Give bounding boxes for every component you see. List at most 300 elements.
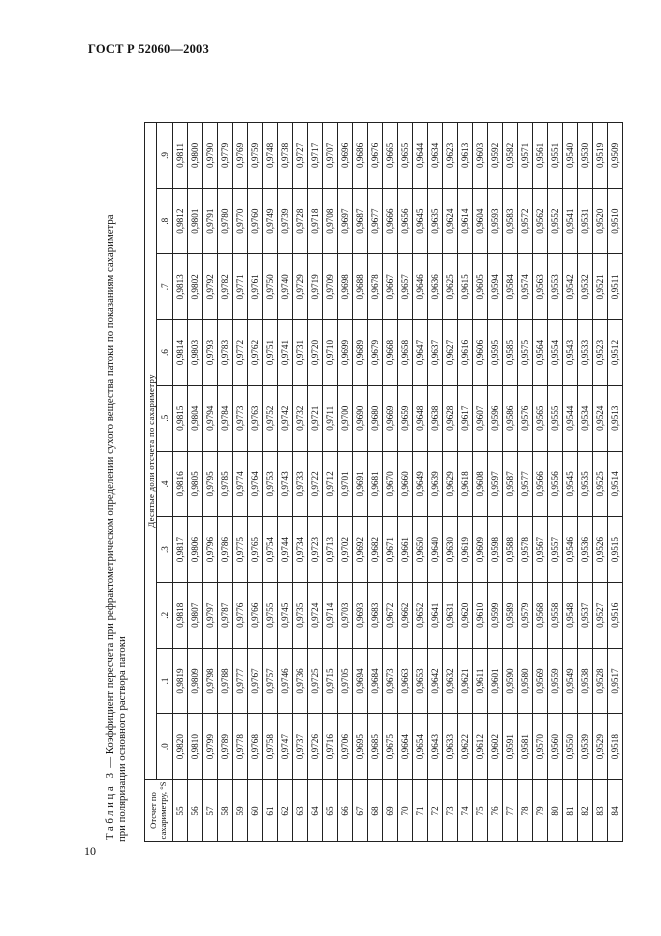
value-cell: 0,9702 [338,517,353,583]
value-cell: 0,9692 [353,517,368,583]
value-cell: 0,9748 [263,123,278,189]
value-cell: 0,9531 [578,188,593,254]
group-header: Десятые доли отсчета по сахариметру [145,123,157,780]
value-cell: 0,9524 [593,385,608,451]
row-reading-cell: 65 [323,780,338,842]
value-cell: 0,9516 [608,582,623,648]
value-cell: 0,9776 [233,582,248,648]
value-cell: 0,9725 [308,648,323,714]
value-cell: 0,9621 [458,648,473,714]
value-cell: 0,9747 [278,714,293,780]
value-cell: 0,9656 [398,188,413,254]
value-cell: 0,9766 [248,582,263,648]
value-cell: 0,9603 [473,123,488,189]
value-cell: 0,9791 [203,188,218,254]
value-cell: 0,9511 [608,254,623,320]
value-cell: 0,9691 [353,451,368,517]
column-header: .1 [157,648,173,714]
row-reading-cell: 56 [188,780,203,842]
value-cell: 0,9710 [323,320,338,386]
value-cell: 0,9592 [488,123,503,189]
value-cell: 0,9526 [593,517,608,583]
value-cell: 0,9541 [563,188,578,254]
value-cell: 0,9560 [548,714,563,780]
value-cell: 0,9787 [218,582,233,648]
value-cell: 0,9711 [323,385,338,451]
value-cell: 0,9695 [353,714,368,780]
page-number: 10 [84,844,96,858]
value-cell: 0,9538 [578,648,593,714]
value-cell: 0,9664 [398,714,413,780]
table-row [488,123,503,842]
value-cell: 0,9718 [308,188,323,254]
row-reading-cell: 61 [263,780,278,842]
value-cell: 0,9619 [458,517,473,583]
row-reading-cell: 75 [473,780,488,842]
value-cell: 0,9752 [263,385,278,451]
table-row [458,123,473,842]
value-cell: 0,9812 [173,188,188,254]
value-cell: 0,9609 [473,517,488,583]
value-cell: 0,9544 [563,385,578,451]
value-cell: 0,9719 [308,254,323,320]
caption-label: Таблица 3 [104,770,116,840]
value-cell: 0,9753 [263,451,278,517]
value-cell: 0,9680 [368,385,383,451]
value-cell: 0,9648 [413,385,428,451]
value-cell: 0,9649 [413,451,428,517]
value-cell: 0,9535 [578,451,593,517]
value-cell: 0,9771 [233,254,248,320]
value-cell: 0,9510 [608,188,623,254]
value-cell: 0,9598 [488,517,503,583]
value-cell: 0,9588 [503,517,518,583]
table-row [278,123,293,842]
value-cell: 0,9795 [203,451,218,517]
document-header: ГОСТ Р 52060—2003 [88,42,209,56]
table-row [443,123,458,842]
value-cell: 0,9668 [383,320,398,386]
value-cell: 0,9728 [293,188,308,254]
value-cell: 0,9528 [593,648,608,714]
value-cell: 0,9604 [473,188,488,254]
value-cell: 0,9658 [398,320,413,386]
value-cell: 0,9758 [263,714,278,780]
column-header: .2 [157,582,173,648]
value-cell: 0,9561 [533,123,548,189]
table-row [368,123,383,842]
value-cell: 0,9571 [518,123,533,189]
table-row [533,123,548,842]
value-cell: 0,9625 [443,254,458,320]
value-cell: 0,9707 [323,123,338,189]
value-cell: 0,9542 [563,254,578,320]
row-reading-cell: 69 [383,780,398,842]
value-cell: 0,9548 [563,582,578,648]
value-cell: 0,9582 [503,123,518,189]
value-cell: 0,9616 [458,320,473,386]
value-cell: 0,9655 [398,123,413,189]
value-cell: 0,9746 [278,648,293,714]
value-cell: 0,9565 [533,385,548,451]
table-row [203,123,218,842]
value-cell: 0,9579 [518,582,533,648]
column-header: .0 [157,714,173,780]
column-header: .7 [157,254,173,320]
value-cell: 0,9601 [488,648,503,714]
value-cell: 0,9749 [263,188,278,254]
table-row [608,123,623,842]
value-cell: 0,9708 [323,188,338,254]
value-cell: 0,9563 [533,254,548,320]
value-cell: 0,9736 [293,648,308,714]
value-cell: 0,9641 [428,582,443,648]
value-cell: 0,9595 [488,320,503,386]
header-row-columns [157,123,173,842]
row-reading-cell: 60 [248,780,263,842]
value-cell: 0,9774 [233,451,248,517]
value-cell: 0,9567 [533,517,548,583]
table-row [323,123,338,842]
value-cell: 0,9539 [578,714,593,780]
header-row-group [145,123,157,842]
value-cell: 0,9802 [188,254,203,320]
value-cell: 0,9518 [608,714,623,780]
value-cell: 0,9593 [488,188,503,254]
row-reading-cell: 81 [563,780,578,842]
value-cell: 0,9530 [578,123,593,189]
value-cell: 0,9611 [473,648,488,714]
value-cell: 0,9726 [308,714,323,780]
value-cell: 0,9799 [203,714,218,780]
value-cell: 0,9754 [263,517,278,583]
value-cell: 0,9667 [383,254,398,320]
table-row [188,123,203,842]
value-cell: 0,9811 [173,123,188,189]
row-reading-cell: 76 [488,780,503,842]
value-cell: 0,9514 [608,451,623,517]
value-cell: 0,9671 [383,517,398,583]
caption-title: — Коэффициент пересчета при рефрактометрическом определении сухого вещества патоки по показаниям сахариметра [104,214,116,771]
value-cell: 0,9513 [608,385,623,451]
table-row [518,123,533,842]
row-reading-cell: 80 [548,780,563,842]
value-cell: 0,9615 [458,254,473,320]
row-reading-cell: 55 [173,780,188,842]
value-cell: 0,9789 [218,714,233,780]
row-reading-cell: 58 [218,780,233,842]
value-cell: 0,9551 [548,123,563,189]
value-cell: 0,9628 [443,385,458,451]
value-cell: 0,9745 [278,582,293,648]
value-cell: 0,9735 [293,582,308,648]
table-row [503,123,518,842]
value-cell: 0,9688 [353,254,368,320]
value-cell: 0,9637 [428,320,443,386]
value-cell: 0,9632 [443,648,458,714]
value-cell: 0,9605 [473,254,488,320]
value-cell: 0,9642 [428,648,443,714]
value-cell: 0,9559 [548,648,563,714]
table-row [353,123,368,842]
value-cell: 0,9679 [368,320,383,386]
value-cell: 0,9536 [578,517,593,583]
value-cell: 0,9608 [473,451,488,517]
value-cell: 0,9757 [263,648,278,714]
value-cell: 0,9703 [338,582,353,648]
value-cell: 0,9706 [338,714,353,780]
value-cell: 0,9529 [593,714,608,780]
value-cell: 0,9614 [458,188,473,254]
value-cell: 0,9521 [593,254,608,320]
value-cell: 0,9713 [323,517,338,583]
value-cell: 0,9782 [218,254,233,320]
table-row [263,123,278,842]
table-row [233,123,248,842]
value-cell: 0,9629 [443,451,458,517]
table-row [473,123,488,842]
value-cell: 0,9633 [443,714,458,780]
table-caption [104,122,142,842]
value-cell: 0,9775 [233,517,248,583]
value-cell: 0,9731 [293,320,308,386]
value-cell: 0,9596 [488,385,503,451]
table-row [308,123,323,842]
value-cell: 0,9673 [383,648,398,714]
table-row [398,123,413,842]
row-reading-cell: 57 [203,780,218,842]
value-cell: 0,9663 [398,648,413,714]
value-cell: 0,9786 [218,517,233,583]
value-cell: 0,9681 [368,451,383,517]
value-cell: 0,9659 [398,385,413,451]
value-cell: 0,9657 [398,254,413,320]
value-cell: 0,9520 [593,188,608,254]
row-reading-cell: 68 [368,780,383,842]
value-cell: 0,9631 [443,582,458,648]
value-cell: 0,9814 [173,320,188,386]
value-cell: 0,9732 [293,385,308,451]
value-cell: 0,9580 [518,648,533,714]
column-header: .3 [157,517,173,583]
value-cell: 0,9792 [203,254,218,320]
table-row [218,123,233,842]
value-cell: 0,9788 [218,648,233,714]
value-cell: 0,9527 [593,582,608,648]
row-reading-cell: 67 [353,780,368,842]
value-cell: 0,9515 [608,517,623,583]
value-cell: 0,9686 [353,123,368,189]
value-cell: 0,9796 [203,517,218,583]
value-cell: 0,9613 [458,123,473,189]
value-cell: 0,9590 [503,648,518,714]
value-cell: 0,9769 [233,123,248,189]
value-cell: 0,9815 [173,385,188,451]
value-cell: 0,9612 [473,714,488,780]
value-cell: 0,9635 [428,188,443,254]
value-cell: 0,9650 [413,517,428,583]
value-cell: 0,9607 [473,385,488,451]
table-row [578,123,593,842]
value-cell: 0,9801 [188,188,203,254]
value-cell: 0,9662 [398,582,413,648]
value-cell: 0,9729 [293,254,308,320]
row-reading-cell: 82 [578,780,593,842]
row-reading-cell: 79 [533,780,548,842]
value-cell: 0,9645 [413,188,428,254]
row-reading-cell: 64 [308,780,323,842]
value-cell: 0,9715 [323,648,338,714]
value-cell: 0,9687 [353,188,368,254]
row-reading-cell: 73 [443,780,458,842]
row-reading-cell: 63 [293,780,308,842]
value-cell: 0,9764 [248,451,263,517]
value-cell: 0,9636 [428,254,443,320]
value-cell: 0,9587 [503,451,518,517]
value-cell: 0,9773 [233,385,248,451]
value-cell: 0,9676 [368,123,383,189]
value-cell: 0,9699 [338,320,353,386]
value-cell: 0,9594 [488,254,503,320]
value-cell: 0,9738 [278,123,293,189]
value-cell: 0,9537 [578,582,593,648]
value-cell: 0,9570 [533,714,548,780]
table-row [563,123,578,842]
value-cell: 0,9798 [203,648,218,714]
caption-line-2: при поляризации основного раствора патоки [116,636,128,842]
value-cell: 0,9540 [563,123,578,189]
value-cell: 0,9569 [533,648,548,714]
value-cell: 0,9653 [413,648,428,714]
value-cell: 0,9770 [233,188,248,254]
value-cell: 0,9574 [518,254,533,320]
value-cell: 0,9620 [458,582,473,648]
value-cell: 0,9647 [413,320,428,386]
column-header: .4 [157,451,173,517]
value-cell: 0,9724 [308,582,323,648]
value-cell: 0,9654 [413,714,428,780]
value-cell: 0,9683 [368,582,383,648]
value-cell: 0,9525 [593,451,608,517]
value-cell: 0,9640 [428,517,443,583]
table-row [428,123,443,842]
value-cell: 0,9763 [248,385,263,451]
value-cell: 0,9684 [368,648,383,714]
caption-line-1 [104,122,116,842]
value-cell: 0,9742 [278,385,293,451]
column-header: .8 [157,188,173,254]
value-cell: 0,9697 [338,188,353,254]
value-cell: 0,9509 [608,123,623,189]
value-cell: 0,9660 [398,451,413,517]
row-reading-cell: 83 [593,780,608,842]
value-cell: 0,9572 [518,188,533,254]
value-cell: 0,9533 [578,320,593,386]
value-cell: 0,9675 [383,714,398,780]
value-cell: 0,9578 [518,517,533,583]
value-cell: 0,9717 [308,123,323,189]
value-cell: 0,9762 [248,320,263,386]
table-row [338,123,353,842]
value-cell: 0,9589 [503,582,518,648]
value-cell: 0,9586 [503,385,518,451]
value-cell: 0,9583 [503,188,518,254]
value-cell: 0,9597 [488,451,503,517]
conversion-table [144,122,623,842]
value-cell: 0,9512 [608,320,623,386]
value-cell: 0,9652 [413,582,428,648]
value-cell: 0,9602 [488,714,503,780]
value-cell: 0,9785 [218,451,233,517]
value-cell: 0,9807 [188,582,203,648]
column-header: .6 [157,320,173,386]
value-cell: 0,9643 [428,714,443,780]
value-cell: 0,9552 [548,188,563,254]
value-cell: 0,9689 [353,320,368,386]
value-cell: 0,9755 [263,582,278,648]
table-row [293,123,308,842]
value-cell: 0,9760 [248,188,263,254]
value-cell: 0,9721 [308,385,323,451]
value-cell: 0,9672 [383,582,398,648]
value-cell: 0,9818 [173,582,188,648]
row-reading-cell: 74 [458,780,473,842]
value-cell: 0,9557 [548,517,563,583]
value-cell: 0,9780 [218,188,233,254]
value-cell: 0,9744 [278,517,293,583]
value-cell: 0,9666 [383,188,398,254]
table-row [383,123,398,842]
value-cell: 0,9618 [458,451,473,517]
value-cell: 0,9734 [293,517,308,583]
value-cell: 0,9714 [323,582,338,648]
value-cell: 0,9646 [413,254,428,320]
value-cell: 0,9784 [218,385,233,451]
value-cell: 0,9678 [368,254,383,320]
value-cell: 0,9562 [533,188,548,254]
table-row [248,123,263,842]
value-cell: 0,9534 [578,385,593,451]
table-row [548,123,563,842]
value-cell: 0,9519 [593,123,608,189]
value-cell: 0,9585 [503,320,518,386]
value-cell: 0,9623 [443,123,458,189]
value-cell: 0,9800 [188,123,203,189]
corner-header: Отсчет по сахариметру, °S [145,780,173,842]
value-cell: 0,9617 [458,385,473,451]
value-cell: 0,9779 [218,123,233,189]
value-cell: 0,9577 [518,451,533,517]
value-cell: 0,9554 [548,320,563,386]
value-cell: 0,9591 [503,714,518,780]
value-cell: 0,9723 [308,517,323,583]
value-cell: 0,9820 [173,714,188,780]
table-body [173,123,623,842]
value-cell: 0,9741 [278,320,293,386]
value-cell: 0,9772 [233,320,248,386]
table-row [413,123,428,842]
value-cell: 0,9599 [488,582,503,648]
value-cell: 0,9558 [548,582,563,648]
value-cell: 0,9610 [473,582,488,648]
value-cell: 0,9709 [323,254,338,320]
value-cell: 0,9639 [428,451,443,517]
value-cell: 0,9803 [188,320,203,386]
value-cell: 0,9722 [308,451,323,517]
value-cell: 0,9751 [263,320,278,386]
value-cell: 0,9630 [443,517,458,583]
value-cell: 0,9556 [548,451,563,517]
